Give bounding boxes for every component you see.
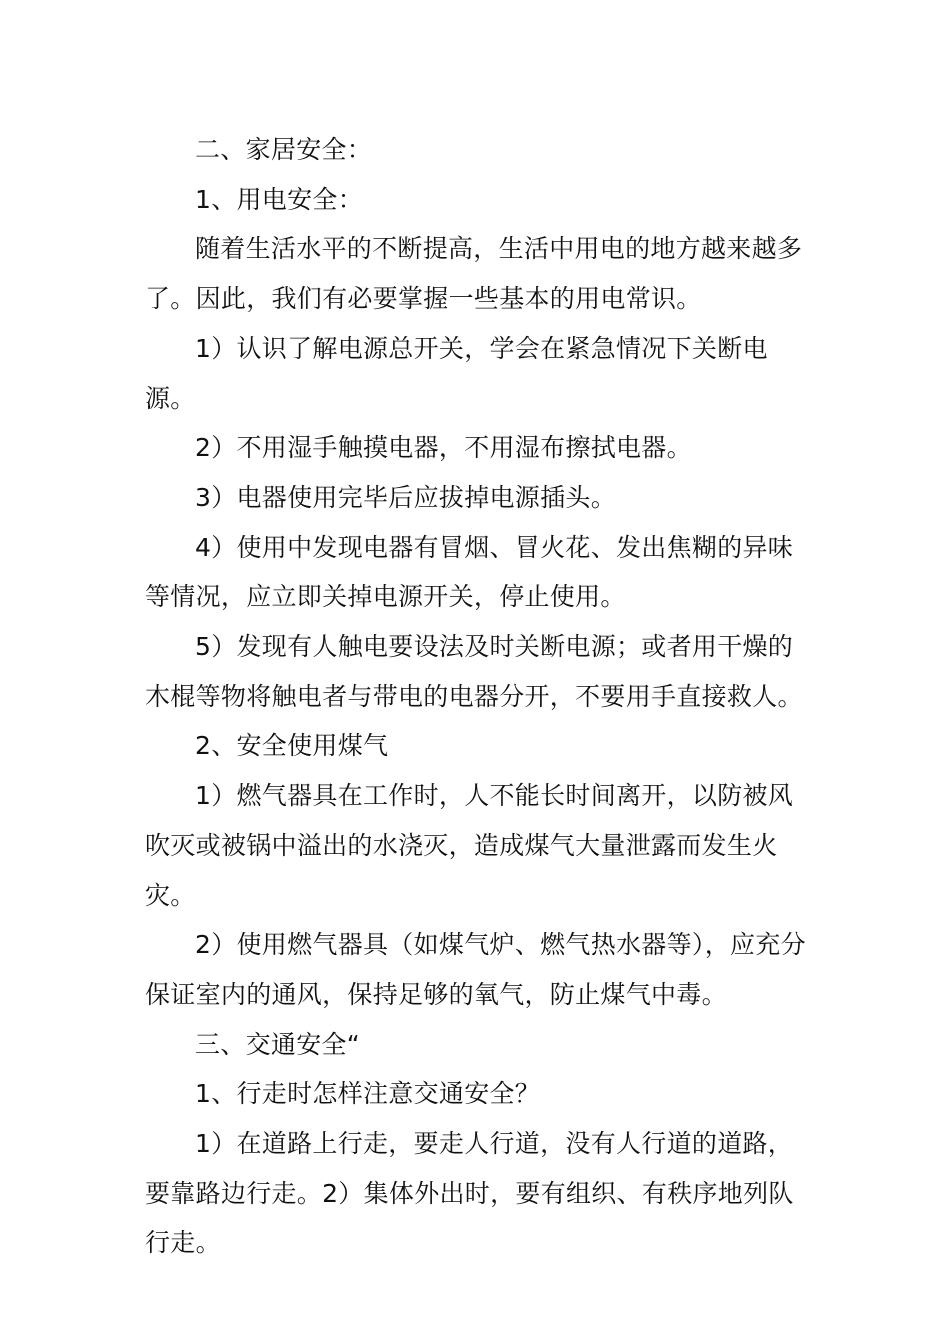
section-heading-home-safety: 二、家居安全： [195,135,373,164]
section-heading-traffic-safety: 三、交通安全“ [195,1029,361,1059]
list-item: 1）燃气器具在工作时，人不能长时间离开，以防被风吹灭或被锅中溢出的水浇灭，造成煤气大量泄露而发生火灾。 [145,781,794,910]
document-body [145,125,810,1268]
list-item: 3）电器使用完毕后应拔掉电源插头。 [195,482,617,512]
list-item: 1）认识了解电源总开关，学会在紧急情况下关断电源。 [145,333,768,413]
list-item: 2）不用湿手触摸电器，不用湿布擦拭电器。 [195,433,692,463]
list-item: 5）发现有人触电要设法及时关断电源；或者用干燥的木棍等物将触电者与带电的电器分开，不要用手直接救人。 [145,632,803,711]
list-item: 1）在道路上行走，要走人行道，没有人行道的道路，要靠路边行走。2）集体外出时，要有组织、有秩序地列队行走。 [145,1129,794,1258]
subheading-electrical-safety: 1、用电安全： [195,184,364,214]
list-item: 2）使用燃气器具（如煤气炉、燃气热水器等），应充分保证室内的通风，保持足够的氧气，防止煤气中毒。 [145,930,806,1009]
subheading-walking-safety: 1、行走时怎样注意交通安全？ [195,1079,541,1109]
body-paragraph: 随着生活水平的不断提高，生活中用电的地方越来越多了。因此，我们有必要掌握一些基本的用电常识。 [145,234,803,314]
list-item: 4）使用中发现电器有冒烟、冒火花、发出焦糊的异味等情况，应立即关掉电源开关，停止使用。 [145,532,794,612]
subheading-gas-safety: 2、安全使用煤气 [195,731,389,761]
